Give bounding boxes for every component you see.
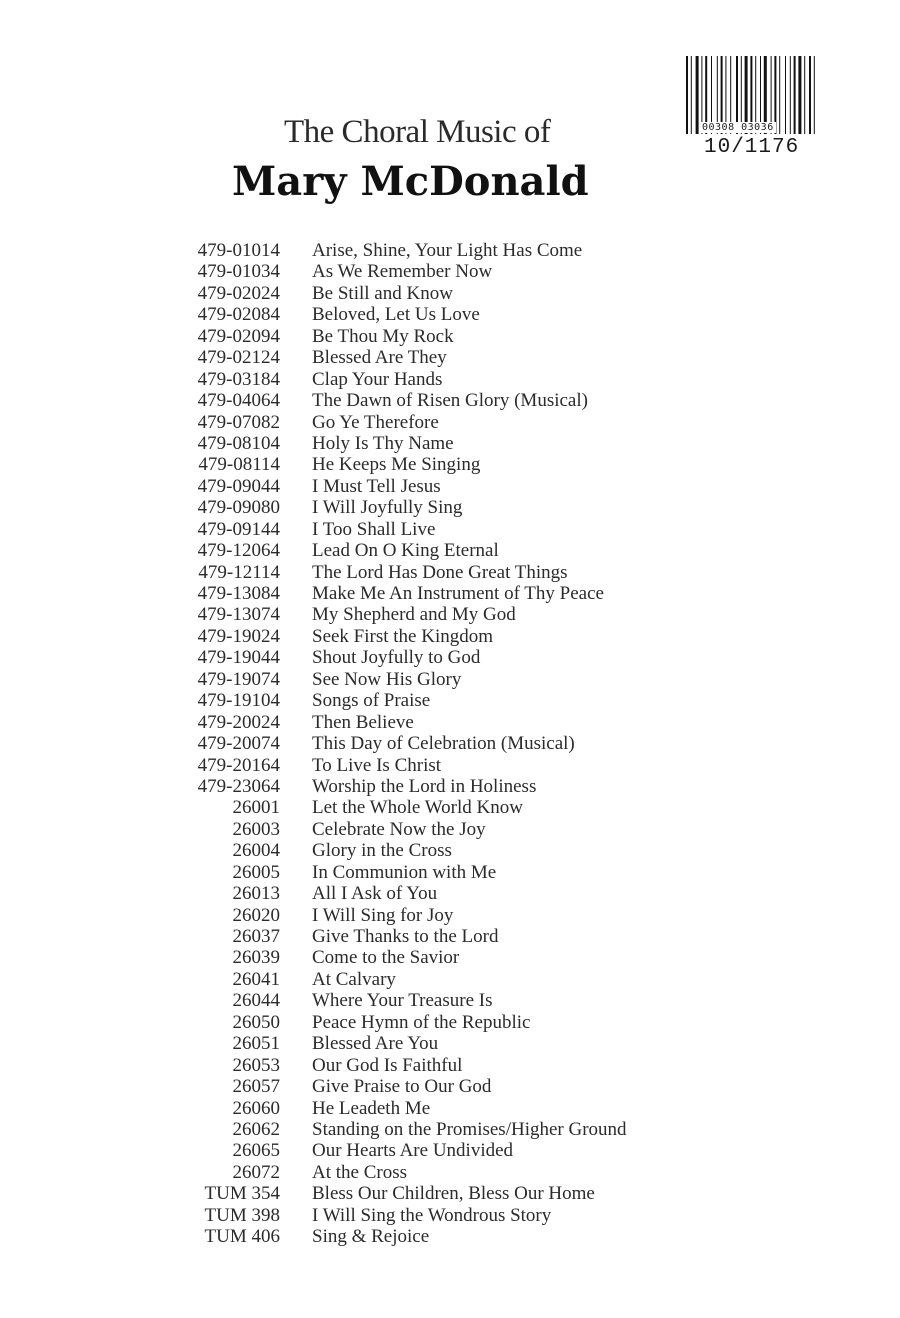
song-title: All I Ask of You (312, 883, 438, 905)
catalog-number: 26053 (232, 1054, 280, 1076)
song-title: I Will Sing the Wondrous Story (312, 1204, 552, 1226)
song-title: This Day of Celebration (Musical) (312, 733, 575, 755)
song-title: Give Thanks to the Lord (312, 926, 499, 947)
list-item (0, 476, 900, 497)
catalog-number: 479-08114 (198, 454, 280, 476)
barcode-bar (804, 56, 805, 134)
song-title: Peace Hymn of the Republic (312, 1011, 531, 1033)
song-title: Glory in the Cross (312, 840, 452, 862)
song-title: Our Hearts Are Undivided (312, 1140, 514, 1162)
list-item (0, 733, 900, 754)
catalog-number: 26057 (232, 1076, 280, 1098)
catalog-number: 479-02094 (197, 325, 280, 347)
list-item (0, 283, 900, 304)
catalog-code: 10/1176 (704, 136, 800, 159)
song-title: Seek First the Kingdom (312, 625, 494, 647)
song-title: Then Believe (312, 711, 414, 733)
list-item (0, 412, 900, 433)
list-item (0, 690, 900, 711)
catalog-number: 26062 (232, 1118, 280, 1140)
song-title: Bless Our Children, Bless Our Home (312, 1183, 595, 1205)
song-title: Arise, Shine, Your Light Has Come (312, 240, 583, 261)
song-title: I Must Tell Jesus (312, 475, 441, 497)
catalog-number: 479-19074 (197, 668, 280, 690)
list-item (0, 1033, 900, 1054)
catalog-number: 479-02024 (197, 282, 280, 304)
list-item (0, 1140, 900, 1161)
barcode-bar (798, 56, 801, 134)
song-title: Beloved, Let Us Love (312, 304, 480, 326)
list-item (0, 1226, 900, 1247)
catalog-number: 26004 (232, 840, 280, 862)
catalog-number: 26041 (232, 968, 280, 990)
list-item (0, 326, 900, 347)
song-title: As We Remember Now (312, 261, 493, 283)
list-item (0, 1205, 900, 1226)
song-title: At the Cross (312, 1161, 407, 1183)
list-item (0, 390, 900, 411)
catalog-number: 479-09044 (197, 475, 280, 497)
list-item (0, 497, 900, 518)
header-subtitle: The Choral Music of (284, 114, 551, 150)
catalog-number: 479-13074 (197, 604, 280, 626)
catalog-number: 26051 (232, 1033, 280, 1055)
list-item (0, 347, 900, 368)
list-item (0, 1055, 900, 1076)
song-title: Be Still and Know (312, 282, 453, 304)
barcode-bar (691, 56, 692, 134)
song-title: Holy Is Thy Name (312, 432, 454, 454)
list-item (0, 819, 900, 840)
song-title: Clap Your Hands (312, 368, 443, 390)
list-item (0, 883, 900, 904)
song-title: Be Thou My Rock (312, 325, 454, 347)
barcode-bar (785, 56, 786, 134)
list-item (0, 797, 900, 818)
song-title: Shout Joyfully to God (312, 647, 481, 669)
catalog-number: 26003 (232, 818, 280, 840)
barcode-bar (790, 56, 791, 134)
barcode-bar (686, 56, 688, 134)
song-title: Make Me An Instrument of Thy Peace (312, 583, 604, 604)
list-item (0, 1076, 900, 1097)
catalog-number: 26044 (232, 990, 280, 1012)
list-item (0, 755, 900, 776)
list-item (0, 1183, 900, 1204)
song-title: I Will Joyfully Sing (312, 497, 463, 519)
list-item (0, 776, 900, 797)
catalog-number: 479-08104 (197, 432, 280, 454)
barcode (684, 56, 848, 160)
list-item (0, 519, 900, 540)
catalog-number: 26020 (232, 904, 280, 926)
catalog-number: 479-02084 (197, 304, 280, 326)
barcode-bar (809, 56, 811, 134)
barcode-digits: 00308 03036 (702, 122, 774, 133)
list-item (0, 1098, 900, 1119)
catalog-number: 479-12114 (198, 561, 280, 583)
song-title: Worship the Lord in Holiness (312, 775, 537, 797)
song-title: The Lord Has Done Great Things (312, 561, 568, 583)
list-item (0, 1119, 900, 1140)
catalog-number: 26039 (232, 947, 280, 969)
catalog-number: 479-19044 (197, 647, 280, 669)
catalog-number: 479-02124 (197, 347, 280, 369)
list-item (0, 969, 900, 990)
catalog-number: 26005 (232, 861, 280, 883)
song-title: My Shepherd and My God (312, 604, 516, 626)
song-title: He Keeps Me Singing (312, 454, 481, 476)
header-title: Mary McDonald (232, 158, 589, 205)
barcode-bar (794, 56, 796, 134)
list-item (0, 905, 900, 926)
song-title: Come to the Savior (312, 947, 460, 969)
list-item (0, 926, 900, 947)
list-item (0, 261, 900, 282)
catalog-number: TUM 398 (204, 1204, 280, 1226)
song-title: I Will Sing for Joy (312, 904, 454, 926)
song-title: See Now His Glory (312, 668, 462, 690)
catalog-number: 479-01034 (197, 261, 280, 283)
barcode-bar (696, 56, 699, 134)
song-title: To Live Is Christ (312, 754, 442, 776)
song-title: Blessed Are They (312, 347, 447, 369)
song-title: He Leadeth Me (312, 1097, 431, 1119)
list-item (0, 562, 900, 583)
catalog-number: 26050 (232, 1011, 280, 1033)
catalog-number: 479-09080 (197, 497, 280, 519)
catalog-number: 479-19024 (197, 625, 280, 647)
song-title: Sing & Rejoice (312, 1226, 430, 1248)
catalog-number: 26072 (232, 1161, 280, 1183)
catalog-number: 26065 (232, 1140, 280, 1162)
catalog-number: 26060 (232, 1097, 280, 1119)
song-title: Where Your Treasure Is (312, 990, 493, 1012)
catalog-number: 479-20024 (197, 711, 280, 733)
list-item (0, 369, 900, 390)
list-item (0, 433, 900, 454)
song-title: Blessed Are You (312, 1033, 439, 1055)
list-item (0, 1162, 900, 1183)
song-title: Standing on the Promises/Higher Ground (312, 1118, 627, 1140)
list-item (0, 304, 900, 325)
list-item (0, 647, 900, 668)
catalog-number: 479-13084 (197, 583, 280, 604)
list-item (0, 840, 900, 861)
song-title: Lead On O King Eternal (312, 540, 499, 562)
catalog-number: 479-01014 (197, 240, 280, 261)
catalog-number: 479-12064 (197, 540, 280, 562)
catalog-number: 479-19104 (197, 690, 280, 712)
catalog-number: 479-20074 (197, 733, 280, 755)
catalog-number: 479-23064 (197, 775, 280, 797)
song-title: I Too Shall Live (312, 518, 436, 540)
catalog-number: TUM 354 (204, 1183, 280, 1205)
catalog-number: 26001 (232, 797, 280, 819)
catalog-number: TUM 406 (204, 1226, 280, 1248)
song-title: Go Ye Therefore (312, 411, 439, 433)
catalog-list (0, 240, 900, 1248)
catalog-number: 479-04064 (197, 390, 280, 412)
list-item (0, 947, 900, 968)
song-title: Celebrate Now the Joy (312, 818, 486, 840)
barcode-bar (814, 56, 815, 134)
list-item (0, 454, 900, 475)
song-title: Songs of Praise (312, 690, 431, 712)
list-item (0, 604, 900, 625)
list-item (0, 240, 900, 261)
list-item (0, 669, 900, 690)
list-item (0, 540, 900, 561)
song-title: Our God Is Faithful (312, 1054, 463, 1076)
song-title: Give Praise to Our God (312, 1076, 492, 1098)
list-item (0, 626, 900, 647)
list-item (0, 990, 900, 1011)
catalog-number: 479-03184 (197, 368, 280, 390)
song-title: In Communion with Me (312, 861, 497, 883)
list-item (0, 712, 900, 733)
list-item (0, 583, 900, 604)
catalog-number: 26013 (232, 883, 280, 905)
list-item (0, 1012, 900, 1033)
catalog-number: 479-07082 (197, 411, 280, 433)
song-title: Let the Whole World Know (312, 797, 523, 819)
catalog-number: 479-20164 (197, 754, 280, 776)
catalog-number: 26037 (232, 926, 280, 947)
song-title: At Calvary (312, 968, 396, 990)
catalog-number: 479-09144 (197, 518, 280, 540)
song-title: The Dawn of Risen Glory (Musical) (312, 390, 588, 412)
barcode-bar (779, 56, 780, 134)
list-item (0, 862, 900, 883)
